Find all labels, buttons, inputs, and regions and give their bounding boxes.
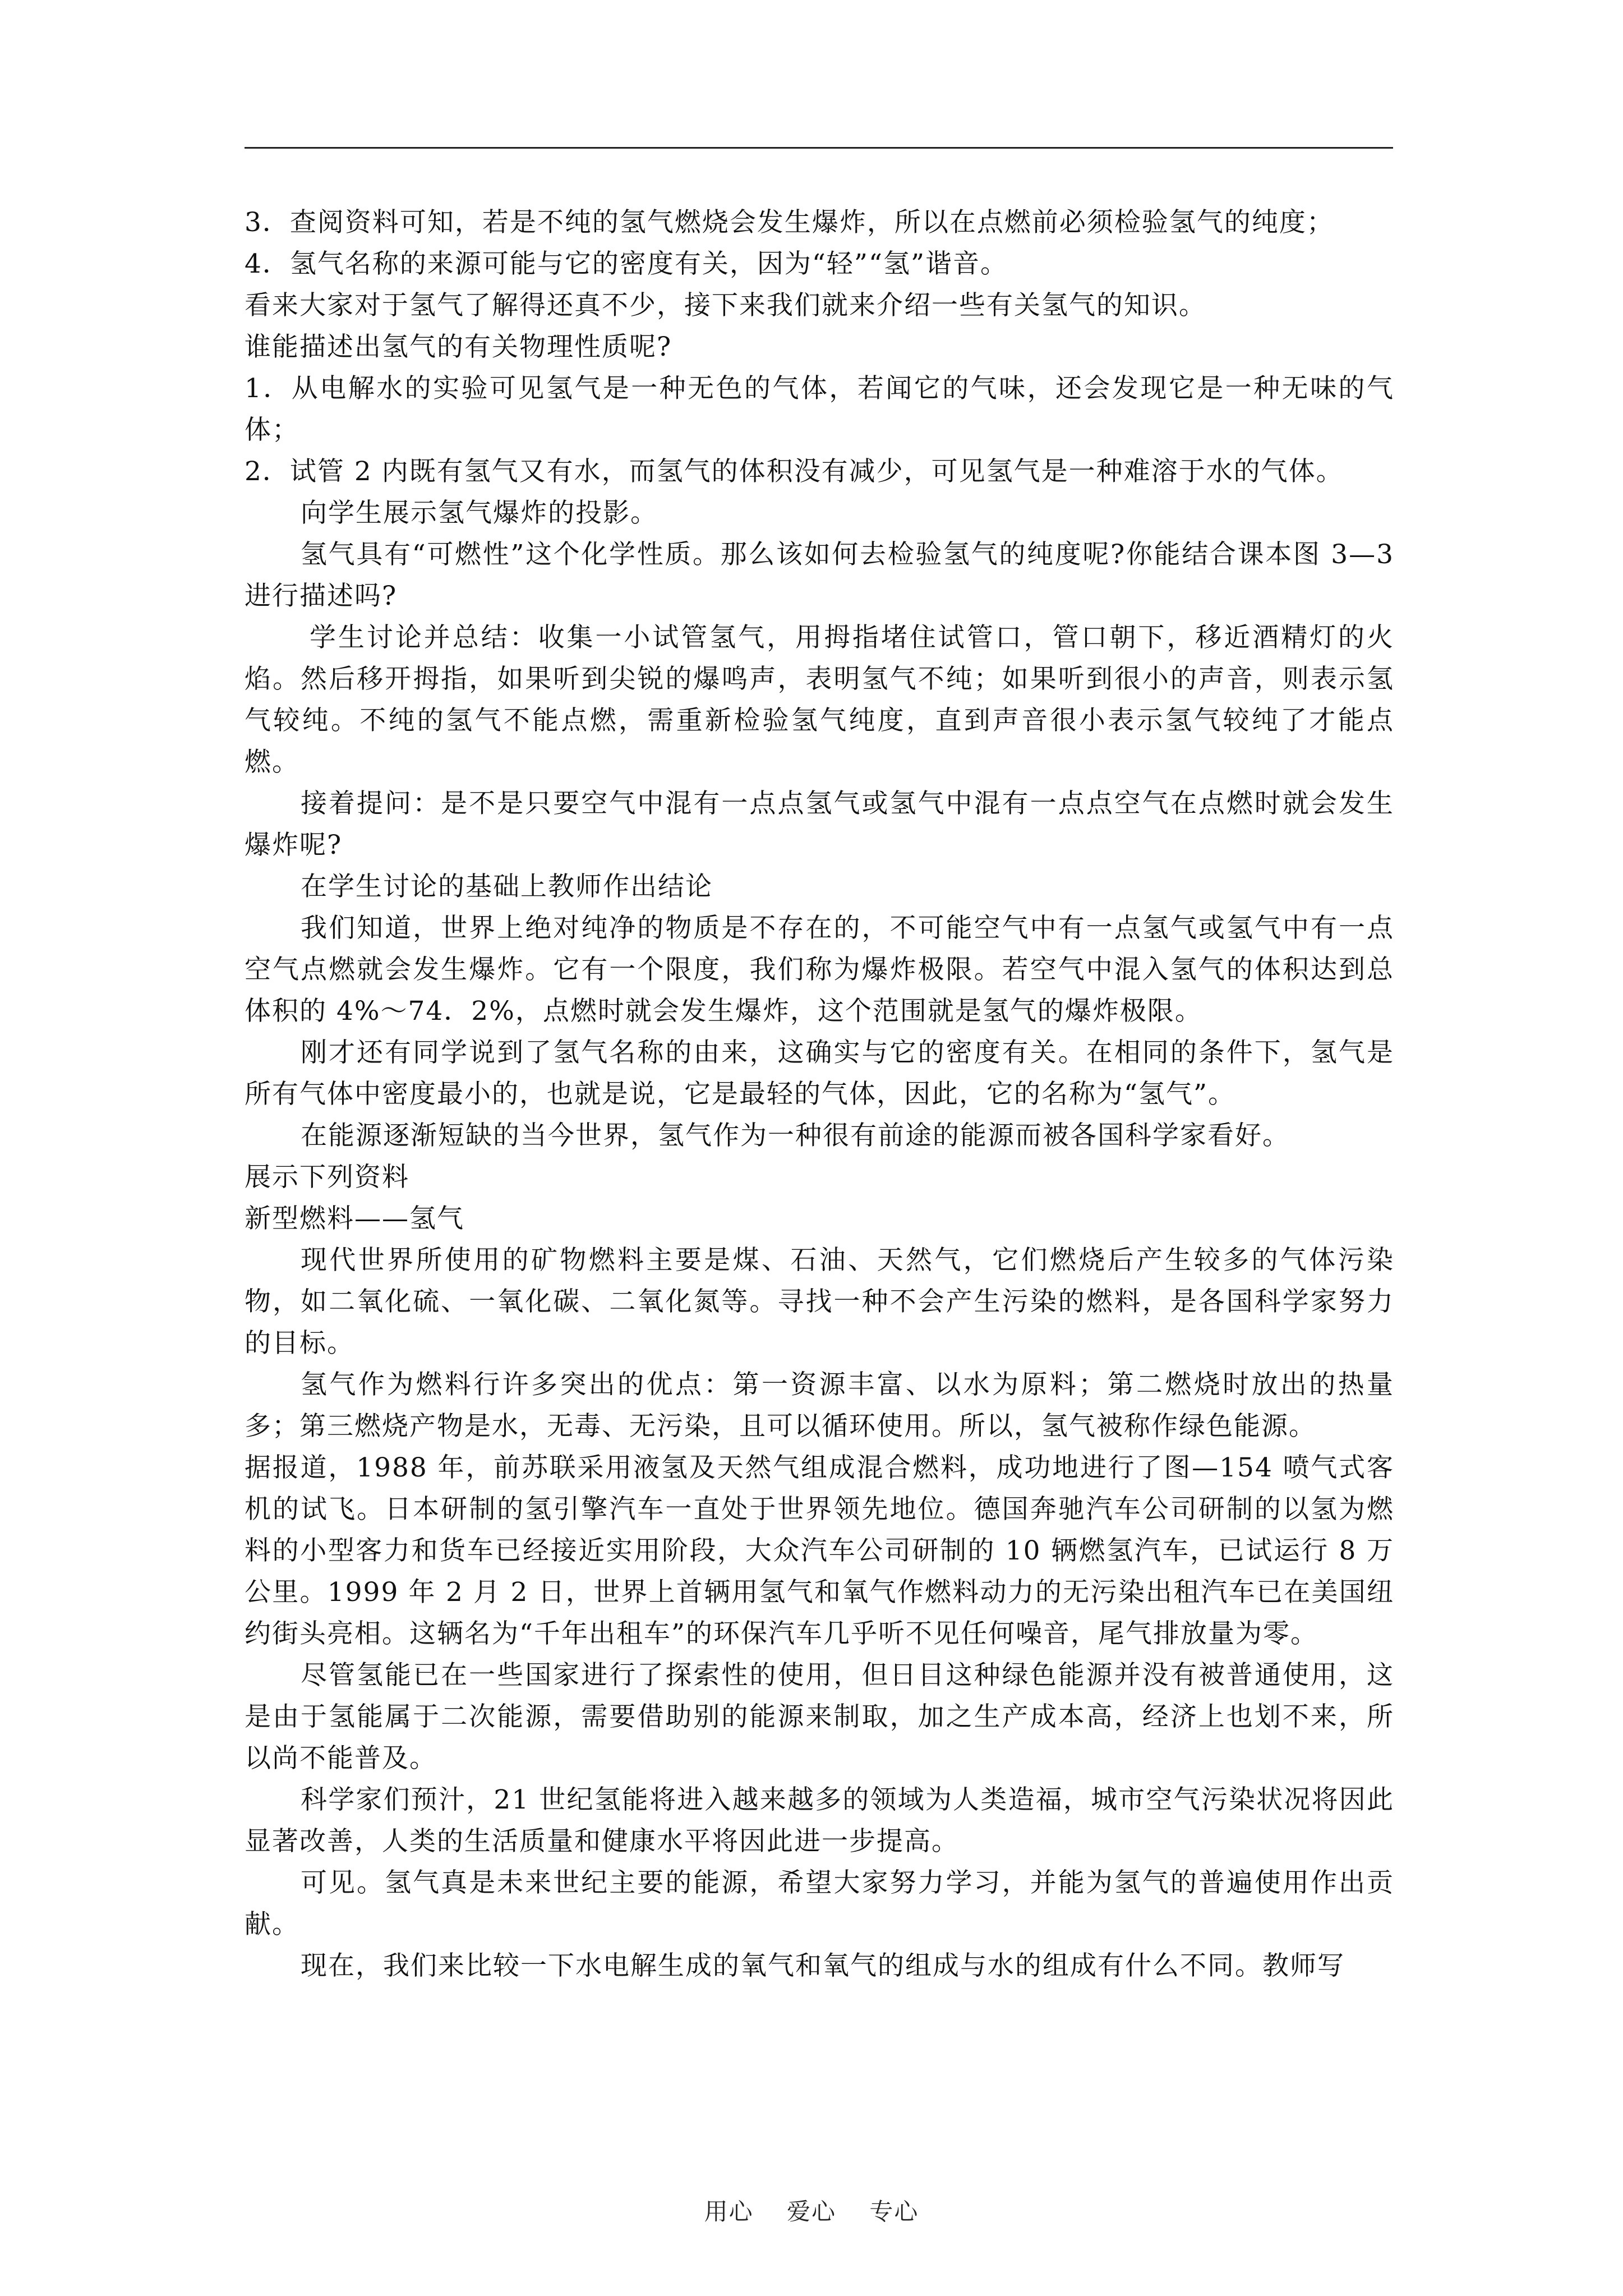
document-body	[245, 202, 1394, 1987]
paragraph: 据报道，1988 年，前苏联采用液氢及天然气组成混合燃料，成功地进行了图—154 喷气式客机的试飞。日本研制的氢引擎汽车一直处于世界领先地位。德国奔驰汽车公司研制的以氢为燃料的小型客力和货车已经接近实用阶段，大众汽车公司研制的 10 辆燃氢汽车，已试运行 8 万公里。1999 年 2 月 2 日，世界上首辆用氢气和氧气作燃料动力的无污染出租汽车已在美国纽约街头亮相。这辆名为“千年出租车”的环保汽车几乎听不见任何噪音，尾气排放量为零。	[245, 1452, 1394, 1649]
page-footer: 用心 爱心 专心	[704, 2198, 919, 2225]
paragraph: 向学生展示氢气爆炸的投影。	[301, 498, 658, 528]
paragraph: 氢气作为燃料行许多突出的优点：第一资源丰富、以水为原料；第二燃烧时放出的热量多；第三燃烧产物是水，无毒、无污染，且可以循环使用。所以，氢气被称作绿色能源。	[245, 1369, 1394, 1442]
paragraph: 接着提问：是不是只要空气中混有一点点氢气或氢气中混有一点点空气在点燃时就会发生爆炸呢?	[245, 788, 1394, 861]
paragraph: 1．从电解水的实验可见氢气是一种无色的气体，若闻它的气味，还会发现它是一种无味的气体；	[245, 373, 1394, 445]
paragraph: 学生讨论并总结：收集一小试管氢气，用拇指堵住试管口，管口朝下，移近酒精灯的火焰。然后移开拇指，如果听到尖锐的爆鸣声，表明氢气不纯；如果听到很小的声音，则表示氢气较纯。不纯的氢气不能点燃，需重新检验氢气纯度，直到声音很小表示氢气较纯了才能点燃。	[245, 622, 1394, 777]
paragraph: 看来大家对于氢气了解得还真不少，接下来我们就来介绍一些有关氢气的知识。	[245, 290, 1206, 321]
header-rule	[245, 147, 1393, 149]
paragraph: 可见。氢气真是未来世纪主要的能源，希望大家努力学习，并能为氢气的普遍使用作出贡献。	[245, 1867, 1394, 1940]
paragraph: 4．氢气名称的来源可能与它的密度有关，因为“轻”“氢”谐音。	[245, 249, 1008, 279]
paragraph: 在学生讨论的基础上教师作出结论	[301, 871, 713, 902]
section-title: 新型燃料——氢气	[245, 1203, 464, 1234]
paragraph: 氢气具有“可燃性”这个化学性质。那么该如何去检验氢气的纯度呢?你能结合课本图 3—3 进行描述吗?	[245, 539, 1394, 611]
paragraph: 刚才还有同学说到了氢气名称的由来，这确实与它的密度有关。在相同的条件下，氢气是所有气体中密度最小的，也就是说，它是最轻的气体，因此，它的名称为“氢气”。	[245, 1037, 1394, 1110]
paragraph: 在能源逐渐短缺的当今世界，氢气作为一种很有前途的能源而被各国科学家看好。	[301, 1120, 1290, 1151]
paragraph: 谁能描述出氢气的有关物理性质呢?	[245, 332, 672, 362]
paragraph: 展示下列资料	[245, 1162, 409, 1193]
paragraph: 科学家们预汁，21 世纪氢能将进入越来越多的领域为人类造福，城市空气污染状况将因此显著改善，人类的生活质量和健康水平将因此进一步提高。	[245, 1784, 1394, 1857]
paragraph: 尽管氢能已在一些国家进行了探索性的使用，但日目这种绿色能源并没有被普通使用，这是由于氢能属于二次能源，需要借助别的能源来制取，加之生产成本高，经济上也划不来，所以尚不能普及。	[245, 1660, 1394, 1774]
paragraph: 现在，我们来比较一下水电解生成的氧气和氧气的组成与水的组成有什么不同。教师写	[301, 1950, 1345, 1981]
paragraph: 2．试管 2 内既有氢气又有水，而氢气的体积没有减少，可见氢气是一种难溶于水的气体。	[245, 456, 1344, 487]
paragraph: 我们知道，世界上绝对纯净的物质是不存在的，不可能空气中有一点氢气或氢气中有一点空气点燃就会发生爆炸。它有一个限度，我们称为爆炸极限。若空气中混入氢气的体积达到总体积的 4%～74．2%，点燃时就会发生爆炸，这个范围就是氢气的爆炸极限。	[245, 913, 1394, 1027]
paragraph: 3．查阅资料可知，若是不纯的氢气燃烧会发生爆炸，所以在点燃前必须检验氢气的纯度；	[245, 207, 1334, 238]
paragraph: 现代世界所使用的矿物燃料主要是煤、石油、天然气，它们燃烧后产生较多的气体污染物，如二氧化硫、一氧化碳、二氧化氮等。寻找一种不会产生污染的燃料，是各国科学家努力的目标。	[245, 1245, 1394, 1359]
